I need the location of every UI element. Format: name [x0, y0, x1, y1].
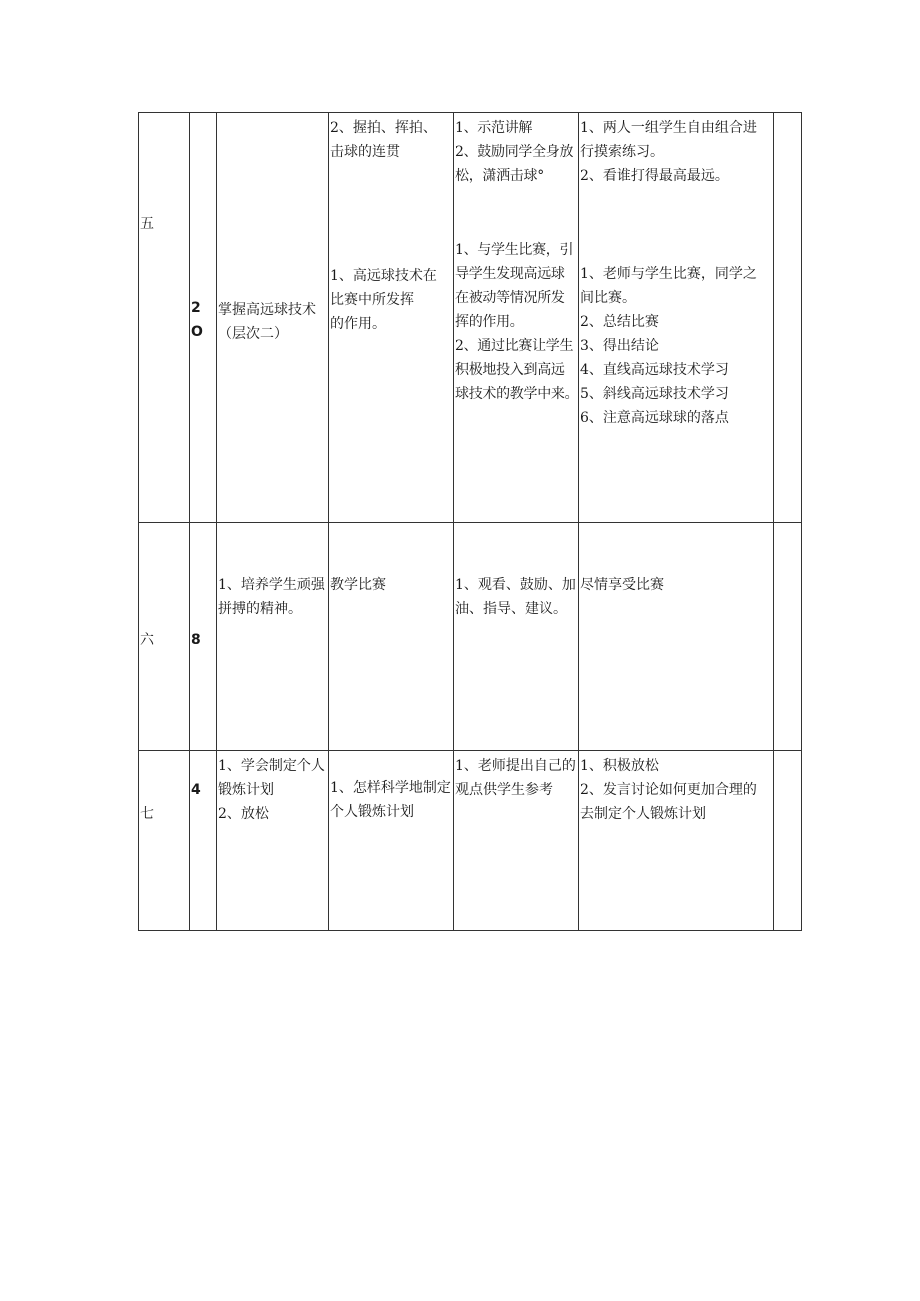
minutes-cell: 2	[191, 300, 201, 316]
table-border-bottom	[138, 930, 802, 931]
teacher-activity-cell: 1、老师提出自己的 观点供学生参考	[455, 758, 576, 798]
content-cell: 1、高远球技术在 比赛中所发挥 的作用。	[330, 268, 437, 332]
objective-cell: 1、培养学生顽强 拼搏的精神。	[218, 577, 325, 617]
row-divider	[138, 750, 802, 751]
phase-cell: 七	[140, 806, 154, 822]
teacher-activity-cell: 1、观看、鼓励、加 油、指导、建议。	[455, 577, 576, 617]
student-activity-cell: 1、老师与学生比赛，同学之 间比赛。 2、总结比赛 3、得出结论 4、直线高远球技术学习 5、斜线高远球技术学习 6、注意高远球球的落点	[580, 266, 757, 426]
minutes-cell: O	[191, 324, 203, 340]
content-cell: 教学比赛	[330, 577, 386, 593]
minutes-cell: 8	[191, 632, 201, 648]
teacher-activity-cell: 1、示范讲解 2、鼓励同学全身放 松，潇洒击球°	[455, 120, 574, 184]
objective-cell: 掌握高远球技术 （层次二）	[218, 302, 316, 342]
minutes-cell: 4	[191, 782, 201, 798]
content-cell: 1、怎样科学地制定 个人锻炼计划	[330, 780, 451, 820]
student-activity-cell: 尽情享受比赛	[580, 577, 664, 593]
table-border-top	[138, 112, 802, 113]
phase-cell: 五	[140, 216, 154, 232]
objective-cell: 1、学会制定个人 锻炼计划 2、放松	[218, 758, 325, 822]
phase-cell: 六	[140, 632, 154, 648]
student-activity-cell: 1、积极放松 2、发言讨论如何更加合理的 去制定个人锻炼计划	[580, 758, 757, 822]
content-cell: 2、握拍、挥拍、 击球的连贯	[330, 120, 437, 160]
row-divider	[138, 522, 802, 523]
teacher-activity-cell: 1、与学生比赛，引 导学生发现高远球 在被动等情况所发 挥的作用。 2、通过比赛让学生 积极地投入到高远 球技术的教学中来。	[455, 242, 579, 402]
student-activity-cell: 1、两人一组学生自由组合进 行摸索练习。 2、看谁打得最高最远。	[580, 120, 757, 184]
